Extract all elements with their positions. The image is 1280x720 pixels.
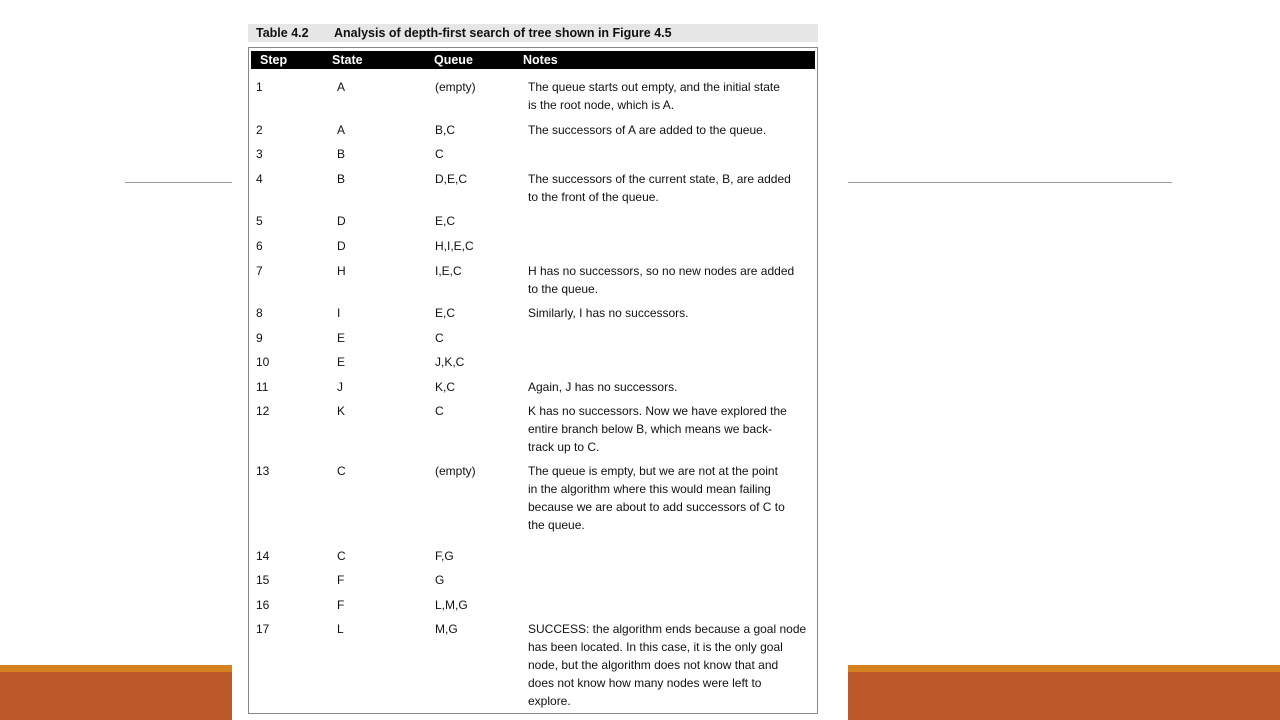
row-queue-cell: C [435,331,444,345]
row-notes-cell: The successors of the current state, B, are added to the front of the queue. [528,172,791,204]
row-state-cell: A [337,123,346,137]
row-state-cell: E [337,355,346,369]
row-step-cell: 3 [256,147,263,161]
row-queue-cell: L,M,G [435,598,468,612]
header-queue: Queue [434,53,473,67]
row-state-cell: D [337,214,346,228]
row-queue-cell: I,E,C [435,264,462,278]
row-step-cell: 17 [256,622,270,636]
row-state-cell: F [337,598,345,612]
row-step-cell: 12 [256,404,270,418]
row-queue-cell: E,C [435,306,456,320]
header-step: Step [260,53,288,67]
row-step-cell: 16 [256,598,270,612]
row-state-cell: C [337,549,346,563]
row-queue-cell: J,K,C [435,355,465,369]
decorative-divider-left [125,182,233,183]
row-state-cell: H [337,264,346,278]
table-header-row [251,51,815,69]
row-step-cell: 9 [256,331,263,345]
row-state-cell: J [337,380,343,394]
row-state-cell: F [337,573,345,587]
row-state-cell: C [337,464,346,478]
row-state-cell: B [337,172,346,186]
row-notes-cell: SUCCESS: the algorithm ends because a goal node has been located. In this case, it is the only goal node, but the algorithm does not know that and does not know how many nodes were left to explore. [528,622,807,708]
row-queue-cell: C [435,147,444,161]
row-step-cell: 10 [256,355,270,369]
row-step-cell: 2 [256,123,263,137]
row-queue-cell: (empty) [435,464,476,478]
table-caption-title: Analysis of depth-first search of tree shown in Figure 4.5 [334,26,672,40]
row-notes-cell: Again, J has no successors. [528,380,678,394]
row-queue-cell: F,G [435,549,454,563]
row-state-cell: K [337,404,346,418]
row-state-cell: E [337,331,346,345]
header-state: State [332,53,363,67]
row-queue-cell: (empty) [435,80,476,94]
row-notes-cell: The queue starts out empty, and the initial state is the root node, which is A. [528,80,780,112]
table-caption-number: Table 4.2 [256,26,309,40]
row-queue-cell: M,G [435,622,458,636]
row-state-cell: B [337,147,346,161]
row-notes-cell: Similarly, I has no successors. [528,306,689,320]
row-queue-cell: G [435,573,445,587]
dfs-analysis-table [248,47,818,714]
row-queue-cell: B,C [435,123,456,137]
row-queue-cell: E,C [435,214,456,228]
row-state-cell: L [337,622,344,636]
row-state-cell: D [337,239,346,253]
table-image-panel [232,0,848,720]
row-queue-cell: H,I,E,C [435,239,474,253]
row-notes-cell: H has no successors, so no new nodes are added to the queue. [528,264,795,296]
row-state-cell: A [337,80,346,94]
row-state-cell: I [337,306,341,320]
row-step-cell: 8 [256,306,263,320]
header-notes: Notes [523,53,558,67]
row-step-cell: 7 [256,264,263,278]
row-queue-cell: D,E,C [435,172,468,186]
row-step-cell: 6 [256,239,263,253]
row-notes-cell: K has no successors. Now we have explored the entire branch below B, which means we back- track up to C. [528,404,787,454]
table-caption [248,24,818,42]
row-notes-cell: The queue is empty, but we are not at the point in the algorithm where this would mean failing because we are about to add successors of C to the queue. [528,464,785,532]
row-queue-cell: K,C [435,380,456,394]
row-notes-cell: The successors of A are added to the queue. [528,123,767,137]
row-step-cell: 14 [256,549,270,563]
row-step-cell: 5 [256,214,263,228]
row-step-cell: 1 [256,80,263,94]
row-step-cell: 13 [256,464,270,478]
row-queue-cell: C [435,404,444,418]
decorative-divider-right [848,182,1172,183]
row-step-cell: 11 [256,380,269,394]
row-step-cell: 15 [256,573,270,587]
row-step-cell: 4 [256,172,263,186]
